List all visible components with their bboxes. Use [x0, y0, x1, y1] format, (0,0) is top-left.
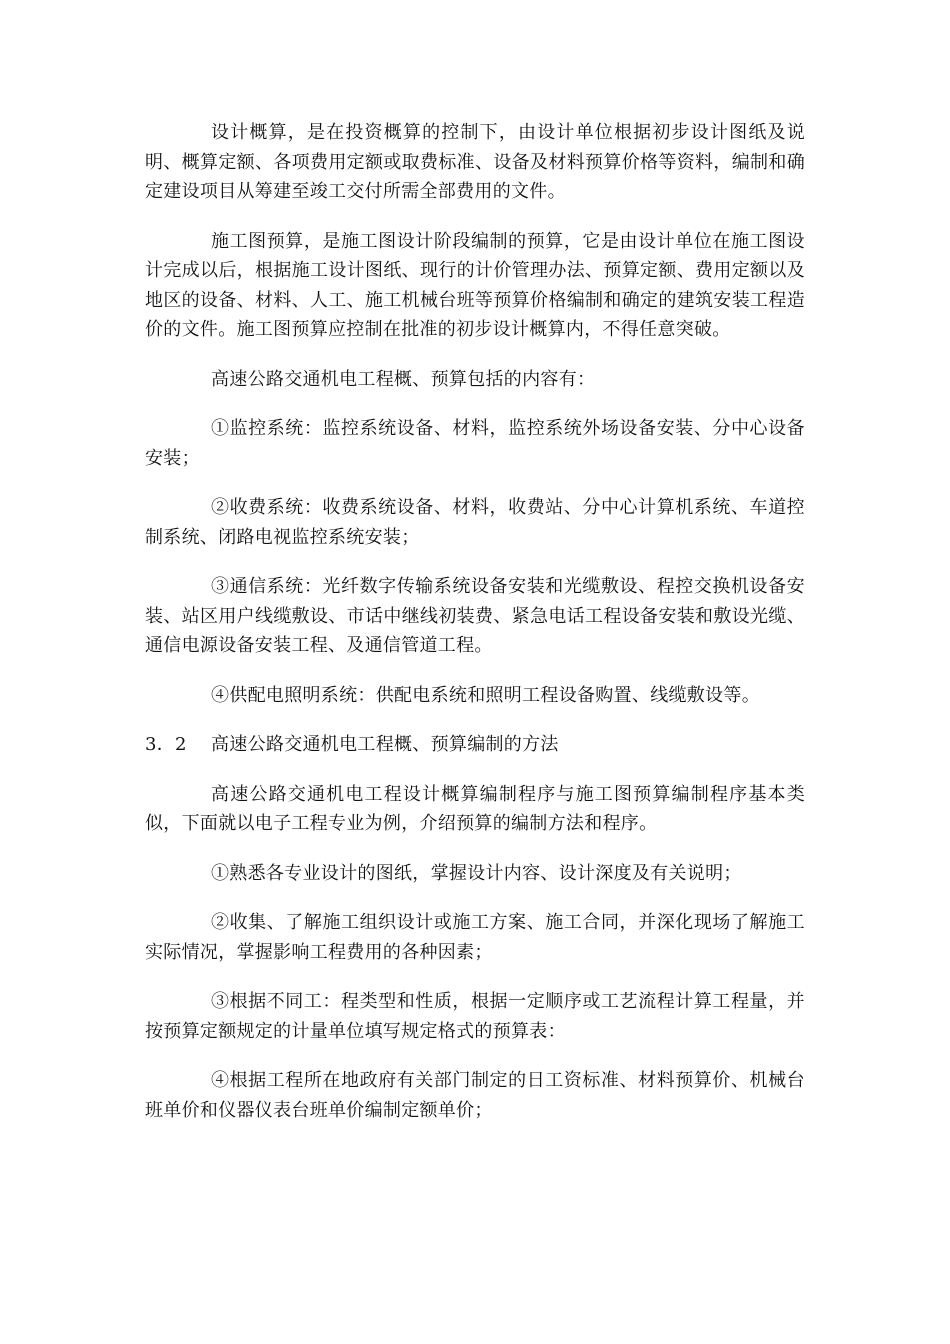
paragraph-design-estimate: 设计概算，是在投资概算的控制下，由设计单位根据初步设计图纸及说明、概算定额、各项费用定额或取费标准、设备及材料预算价格等资料，编制和确定建设项目从筹建至竣工交付所需全部费用的文件。: [145, 122, 805, 202]
list-item-power-lighting-system: ④供配电照明系统：供配电系统和照明工程设备购置、线缆敷设等。: [211, 684, 760, 706]
list-item-step-2: ②收集、了解施工组织设计或施工方案、施工合同，并深化现场了解施工实际情况，掌握影响工程费用的各种因素；: [145, 912, 805, 963]
list-item-toll-system: ②收费系统：收费系统设备、材料，收费站、分中心计算机系统、车道控制系统、闭路电视监控系统安装；: [145, 497, 805, 548]
paragraph-construction-budget: 施工图预算，是施工图设计阶段编制的预算，它是由设计单位在施工图设计完成以后，根据施工设计图纸、现行的计价管理办法、预算定额、费用定额以及地区的设备、材料、人工、施工机械台班等预算价格编制和确定的建筑安装工程造价的文件。施工图预算应控制在批准的初步设计概算内，不得任意突破。: [145, 230, 805, 340]
list-item-communication-system: ③通信系统：光纤数字传输系统设备安装和光缆敷设、程控交换机设备安装、站区用户线缆敷设、市话中继线初装费、紧急电话工程设备安装和敷设光缆、通信电源设备安装工程、及通信管道工程。: [145, 576, 805, 656]
section-title: 高速公路交通机电工程概、预算编制的方法: [211, 734, 559, 755]
list-item-step-3: ③根据不同工：程类型和性质，根据一定顺序或工艺流程计算工程量，并按预算定额规定的计量单位填写规定格式的预算表：: [145, 991, 805, 1042]
section-heading: [145, 730, 805, 760]
list-item-monitoring-system: ①监控系统：监控系统设备、材料，监控系统外场设备安装、分中心设备安装；: [145, 418, 805, 469]
list-item-step-4: ④根据工程所在地政府有关部门制定的日工资标准、材料预算价、机械台班单价和仪器仪表台班单价编制定额单价；: [145, 1070, 805, 1121]
section-number: 3．2: [145, 734, 187, 755]
list-item-step-1: ①熟悉各专业设计的图纸，掌握设计内容、设计深度及有关说明；: [211, 862, 742, 884]
paragraph-method-intro: 高速公路交通机电工程设计概算编制程序与施工图预算编制程序基本类似，下面就以电子工程专业为例，介绍预算的编制方法和程序。: [145, 783, 805, 834]
paragraph-contents-intro: 高速公路交通机电工程概、预算包括的内容有：: [211, 368, 596, 390]
document-body: [145, 118, 805, 1145]
